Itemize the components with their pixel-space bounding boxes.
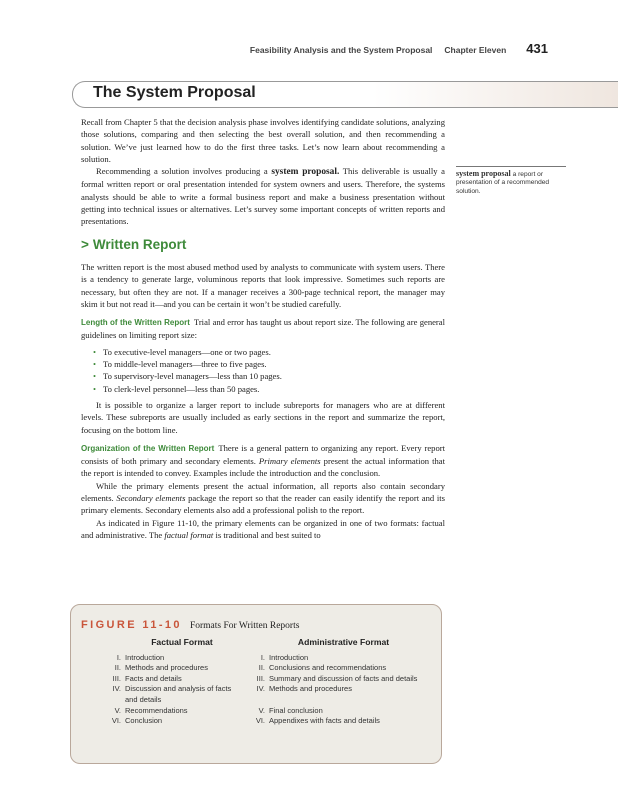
formats-paragraph [81, 517, 445, 542]
item-text: Conclusions and recommendations [269, 663, 387, 673]
list-item: • To middle-level managers—three to five pages. [93, 358, 445, 370]
item-text: Facts and details [125, 673, 182, 683]
item-text: Discussion and analysis of facts and details [125, 684, 232, 704]
figure-title [81, 615, 299, 633]
margin-definition [456, 166, 566, 196]
item-number: IV. [112, 684, 121, 694]
secondary-elements-paragraph [81, 480, 445, 517]
length-heading: Length of the Written Report [81, 318, 190, 328]
list-item: • To supervisory-level managers—less than 10 pages. [93, 370, 445, 382]
list-item [107, 663, 257, 674]
secondary-elements-term: Secondary elements [116, 493, 186, 504]
chevron-right-icon: > [81, 237, 89, 252]
written-report-body [81, 261, 445, 541]
item-number: III. [112, 673, 121, 683]
figure-label: FIGURE 11-10 [81, 619, 182, 631]
item-number: I. [116, 652, 121, 662]
intro-p2-rest: This deliverable is usually a formal written report or oral presentation intended for system owners and users. Therefore, the systems analysts should be able to write a formal business report and make a business presentation without getting into technical issues or alternatives. Let’s survey some important concepts of written reports and presentations. [81, 166, 445, 227]
formats-text-1: As indicated in Figure 11-10, the primary elements can be organized in one of two formats: factual and administrative. The [81, 517, 445, 540]
administrative-format-heading: Administrative Format [297, 637, 390, 647]
organization-paragraph [81, 442, 445, 480]
figure-11-10 [70, 604, 442, 764]
administrative-format-list [251, 653, 436, 727]
list-item [251, 716, 436, 727]
margin-definition-term: system proposal [456, 169, 511, 178]
written-report-heading [81, 237, 186, 252]
list-item: • To executive-level managers—one or two pages. [93, 346, 445, 358]
item-text: Appendixes with facts and details [269, 716, 380, 726]
list-item [107, 674, 257, 685]
primary-elements-term: Primary elements [258, 456, 321, 467]
running-title: Feasibility Analysis and the System Proposal [249, 45, 433, 55]
item-text: Final conclusion [269, 705, 323, 715]
list-item [107, 716, 257, 727]
intro-p2-lead: Recommending a solution involves producing a [96, 166, 272, 177]
report-size-list [81, 346, 445, 395]
list-item [251, 706, 436, 717]
chapter-label: Chapter Eleven [444, 45, 507, 55]
subreports-paragraph: It is possible to organize a larger report to include subreports for managers who are at different levels. These subreports are usually included as early sections in the report and summarize the report, focusing on the bottom line. [81, 399, 445, 435]
item-number: V. [114, 705, 121, 715]
intro-text [81, 116, 445, 228]
list-item: • To clerk-level personnel—less than 50 pages. [93, 383, 445, 395]
list-item [107, 653, 257, 664]
item-text: Recommendations [125, 705, 188, 715]
list-item [251, 674, 436, 685]
item-number: II. [114, 663, 121, 673]
list-item [251, 653, 436, 664]
organization-text-1: There is a general pattern to organizing any report. Every report consists of both primary and secondary elements. [81, 442, 446, 467]
running-header [150, 41, 548, 56]
item-text: Conclusion [125, 716, 163, 726]
item-number: VI. [255, 716, 265, 726]
intro-paragraph-1: Recall from Chapter 5 that the decision analysis phase involves identifying candidate solutions, analyzing those solutions, comparing and then selecting the best overall solution, and then recommending a solution. We’ve just learned how to do the first three tasks. Let’s now learn about recommending a solution. [81, 117, 445, 164]
list-item [107, 706, 257, 717]
item-number: V. [258, 705, 265, 715]
item-number: IV. [256, 684, 265, 694]
factual-format-list [107, 653, 257, 727]
length-paragraph [81, 316, 445, 342]
list-item [107, 684, 245, 705]
secondary-text-2: package the report so that the reader can easily identify the report and its primary elements. Secondary elements also add a professional polish to the report. [81, 493, 445, 516]
page-number: 431 [526, 41, 548, 56]
item-number: VI. [111, 716, 121, 726]
item-text: Summary and discussion of facts and details [269, 673, 418, 683]
section-title: The System Proposal [93, 84, 256, 101]
administrative-format-column [251, 637, 436, 727]
item-text: Introduction [269, 652, 309, 662]
factual-format-column [107, 637, 257, 727]
intro-paragraph-2 [81, 165, 445, 227]
factual-format-term: factual format [164, 529, 214, 540]
written-report-heading-text: Written Report [92, 237, 187, 252]
formats-text-2: is traditional and best suited to [213, 529, 321, 540]
item-number: II. [258, 663, 265, 673]
organization-heading: Organization of the Written Report [81, 443, 215, 453]
figure-caption: Formats For Written Reports [189, 621, 300, 631]
margin-definition-text: a report or presentation of a recommended solution. [456, 171, 550, 195]
item-text: Introduction [125, 652, 165, 662]
secondary-text-1: While the primary elements present the actual information, all reports also contain secondary elements. [81, 480, 445, 504]
list-item [251, 663, 436, 674]
item-number: I. [260, 652, 265, 662]
organization-text-2: present the actual information that the report is intended to convey. Examples include the introduction and the conclusion. [81, 456, 445, 479]
written-report-paragraph-1: The written report is the most abused method used by analysts to communicate with system users. There is a tendency to generate large, voluminous reports that look impressive. Sometimes such reports are necessary, but often they are not. If a manager receives a 300-page technical report, the manager may skim it but not read it—and you can be certain it won’t be studied carefully. [81, 262, 445, 309]
factual-format-heading: Factual Format [151, 637, 213, 647]
list-item [251, 684, 436, 695]
item-text: Methods and procedures [269, 684, 352, 694]
item-number: III. [256, 673, 265, 683]
system-proposal-term: system proposal. [271, 167, 340, 178]
length-text: Trial and error has taught us about report size. The following are general guidelines on limiting report size: [81, 317, 445, 341]
item-text: Methods and procedures [125, 663, 208, 673]
